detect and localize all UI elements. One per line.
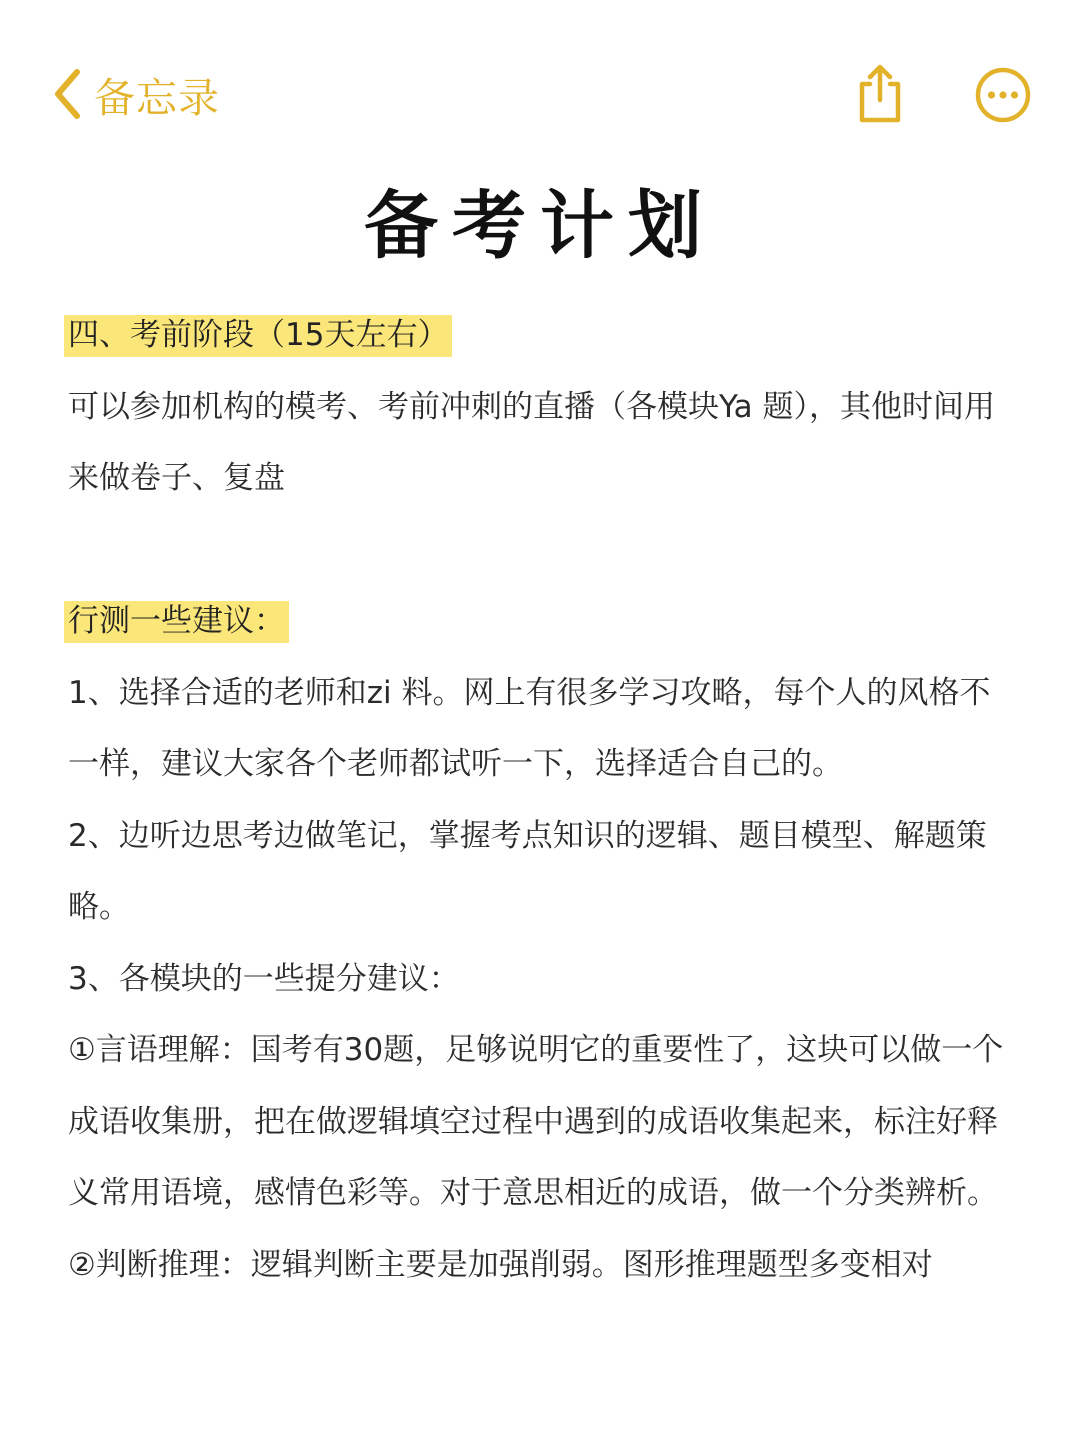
paragraph: 1、选择合适的老师和zi 料。网上有很多学习攻略，每个人的风格不一样，建议大家各个老师都试听一下，选择适合自己的。 (68, 674, 991, 782)
blank-line (68, 515, 1018, 587)
navigation-bar (0, 58, 1080, 130)
share-button[interactable] (850, 62, 910, 126)
back-label: 备忘录 (94, 73, 220, 122)
highlighted-heading: 行测一些建议： (64, 601, 289, 643)
note-body[interactable] (68, 300, 1018, 1301)
paragraph: ②判断推理：逻辑判断主要是加强削弱。图形推理题型多变相对 (68, 1246, 933, 1283)
section-heading (68, 586, 1018, 658)
paragraph: 3、各模块的一些提分建议： (68, 960, 460, 997)
chevron-left-icon (52, 68, 82, 120)
more-button[interactable] (974, 66, 1032, 124)
ellipsis-circle-icon (974, 109, 1032, 128)
back-button[interactable] (52, 66, 220, 122)
note-title: 备考计划 (364, 183, 716, 269)
paragraph: ①言语理解：国考有30题，足够说明它的重要性了，这块可以做一个成语收集册，把在做逻辑填空过程中遇到的成语收集起来，标注好释义常用语境，感情色彩等。对于意思相近的成语，做一个分类辨析。 (68, 1032, 1004, 1211)
paragraph: 2、边听边思考边做笔记，掌握考点知识的逻辑、题目模型、解题策略。 (68, 817, 987, 925)
highlighted-heading: 四、考前阶段（15天左右） (64, 315, 452, 357)
share-icon (850, 111, 910, 130)
paragraph: 可以参加机构的模考、考前冲刺的直播（各模块Ya 题），其他时间用来做卷子、复盘 (68, 388, 996, 496)
section-heading (68, 300, 1018, 372)
